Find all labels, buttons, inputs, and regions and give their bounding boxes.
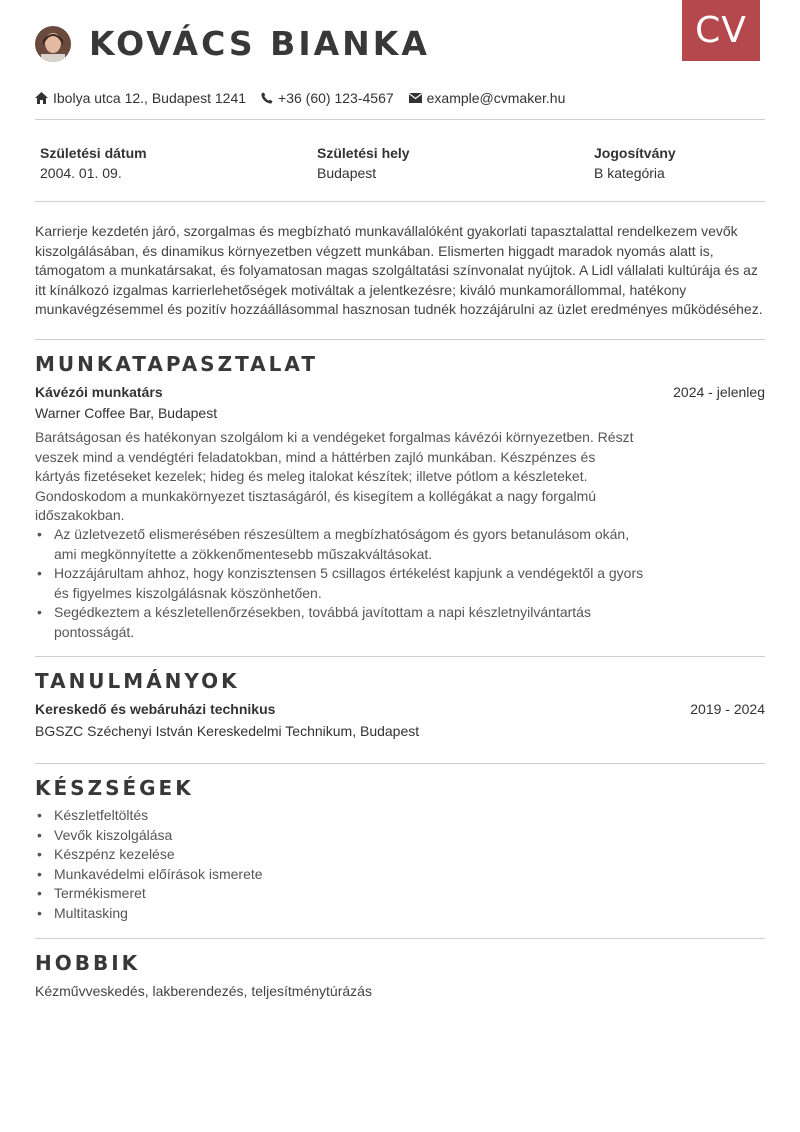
birth-date-label: Születési dátum [40,145,147,161]
education-heading: TANULMÁNYOK [35,669,240,693]
job-date: 2024 - jelenleg [673,384,765,400]
summary: Karrierje kezdetén járó, szorgalmas és megbízható munkavállalóként gyakorlati tapasztalattal rendelkezem vevők kiszolgálásában, és dinamikus környezetben végzett munkában. Elismerten higgadt maradok nyomás alatt is, támogatom a munkatársakat, és folyamatosan magas szolgáltatási színvonalat nyújtok. A Lidl vállalati kultúrája és az itt kínálkozó izgalmas karrierlehetőségek motiváltak a jelentkezésre; kiváló munkamorállommal, hatékony munkavégzésemmel és pozitív hozzáállásommal hasznosan tudnék hozzájárulni az üzlet eredményes működéséhez. [35,223,763,317]
list-item: • Munkavédelmi előírások ismerete [35,865,435,885]
hobbies-text: Kézművveskedés, lakberendezés, teljesítménytúrázás [35,983,372,999]
phone-icon [261,92,273,104]
education-school: BGSZC Széchenyi István Kereskedelmi Technikum, Budapest [35,723,420,739]
divider [35,339,765,340]
email-text[interactable]: example@cvmaker.hu [426,90,566,106]
job-description: Barátságosan és hatékonyan szolgálom ki a vendégeket forgalmas kávézói környezetben. Részt veszek mind a vendégtéri feladatokban, mind a háttérben zajló munkában. Készpénzes és kártyás fizetéseket kezelek; hideg és meleg italokat készítek; illetve pótlom a készleteket. Gondoskodom a munkakörnyezet tisztaságáról, és kisegítem a kollégákat a nagy forgalmú időszakokban. [35,429,634,523]
divider [35,119,765,120]
full-name: KOVÁCS BIANKA [89,24,430,63]
birth-place-value: Budapest [317,165,377,181]
skills-heading: KÉSZSÉGEK [35,776,194,800]
birth-date [40,145,147,181]
email[interactable] [409,90,566,106]
header [35,24,430,63]
list-item: • Termékismeret [35,884,435,904]
job-achievements [35,525,645,642]
drivers-license-label: Jogosítvány [594,145,676,161]
job-title: Kávézói munkatárs [35,384,163,400]
experience-heading: MUNKATAPASZTALAT [35,352,318,376]
skills-list [35,806,435,923]
divider [35,938,765,939]
job-company: Warner Coffee Bar, Budapest [35,405,218,421]
contact-line [35,90,580,106]
drivers-license-value: B kategória [594,165,665,181]
list-item: • Készpénz kezelése [35,845,435,865]
birth-date-value: 2004. 01. 09. [40,165,122,181]
drivers-license [594,145,676,181]
birth-place [317,145,410,181]
list-item: • Az üzletvezető elismerésében részesültem a megbízhatóságom és gyors betanulásom okán, ami megkönnyítette a zökkenőmentesebb műszakváltásokat. [35,525,645,564]
home-icon [35,92,48,104]
list-item: • Vevők kiszolgálása [35,826,435,846]
address [35,90,246,106]
cv-badge: CV [682,0,760,61]
phone-text: +36 (60) 123-4567 [278,90,394,106]
education-date: 2019 - 2024 [690,701,765,717]
birth-place-label: Születési hely [317,145,410,161]
avatar [35,26,71,62]
mail-icon [409,93,422,103]
divider [35,763,765,764]
list-item: • Hozzájárultam ahhoz, hogy konzisztensen 5 csillagos értékelést kapjunk a vendégektől a gyors és figyelmes kiszolgálásnak köszönhetően. [35,564,645,603]
divider [35,201,765,202]
list-item: • Készletfeltöltés [35,806,435,826]
phone [261,90,394,106]
address-text: Ibolya utca 12., Budapest 1241 [53,90,247,106]
education-title: Kereskedő és webáruházi technikus [35,701,276,717]
hobbies-heading: HOBBIK [35,951,141,975]
divider [35,656,765,657]
list-item: • Segédkeztem a készletellenőrzésekben, továbbá javítottam a napi készletnyilvántartás pontosságát. [35,603,645,642]
list-item: • Multitasking [35,904,435,924]
